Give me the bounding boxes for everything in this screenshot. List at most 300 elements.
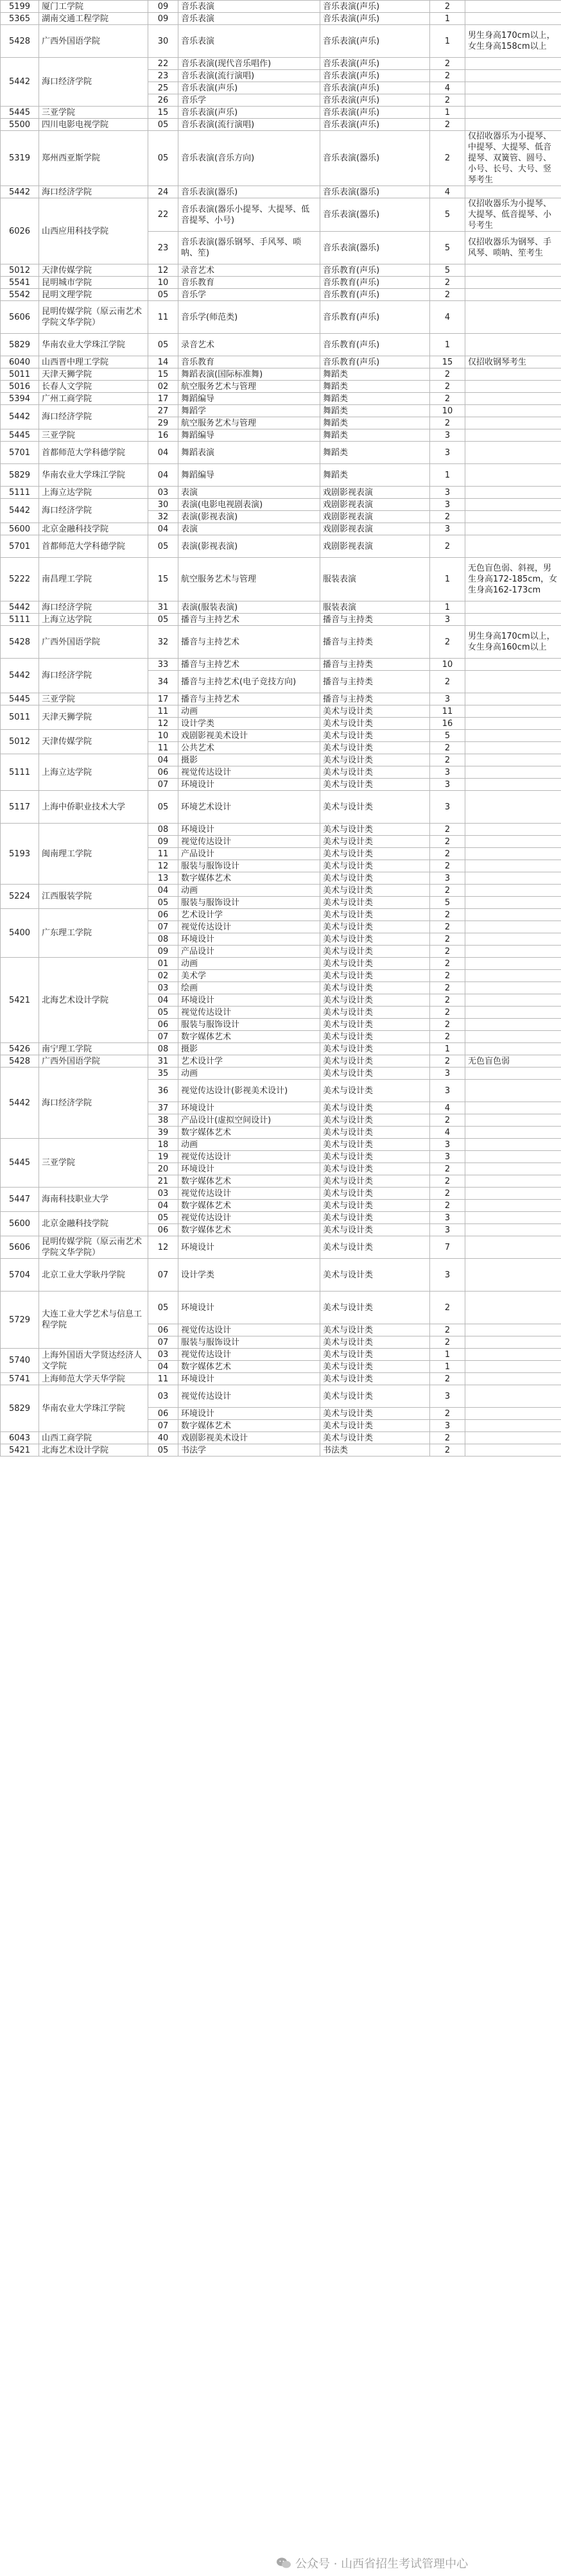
school-code-cell: 5600 [1,1212,39,1236]
exam-category-cell: 播音与主持类 [320,671,430,693]
remarks-cell [465,94,561,107]
exam-category-cell: 美术与设计类 [320,1151,430,1163]
school-code-cell: 5442 [1,405,39,429]
remarks-cell: 仅招收钢琴考生 [465,356,561,368]
plan-count-cell: 1 [430,25,465,58]
school-name-cell: 广州工商学院 [39,393,148,405]
major-name-cell: 音乐表演(流行演唱) [178,119,320,131]
remarks-cell: 仅招收器乐为小提琴、中提琴、大提琴、低音提琴、双簧管、圆号、小号、长号、大号、竖琴考生 [465,131,561,186]
school-code-cell: 5442 [1,186,39,198]
school-code-cell: 6043 [1,1432,39,1444]
major-name-cell: 环境设计 [178,1102,320,1114]
remarks-cell [465,718,561,730]
school-code-cell: 5428 [1,25,39,58]
exam-category-cell: 美术与设计类 [320,836,430,848]
major-code-cell: 07 [148,1420,178,1432]
exam-category-cell: 美术与设计类 [320,1349,430,1361]
major-code-cell: 07 [148,1031,178,1043]
plan-count-cell: 2 [430,277,465,289]
exam-category-cell: 戏剧影视表演 [320,487,430,499]
major-code-cell: 02 [148,381,178,393]
school-name-cell: 广西外国语学院 [39,25,148,58]
plan-count-cell: 1 [430,13,465,25]
table-row [1,1432,561,1444]
remarks-cell [465,1236,561,1259]
major-code-cell: 15 [148,107,178,119]
school-code-cell: 5394 [1,393,39,405]
plan-count-cell: 2 [430,970,465,982]
plan-count-cell: 4 [430,186,465,198]
school-name-cell: 上海师范大学天华学院 [39,1373,148,1385]
remarks-cell [465,13,561,25]
remarks-cell [465,1151,561,1163]
major-name-cell: 表演 [178,487,320,499]
major-name-cell: 产品设计 [178,848,320,860]
remarks-cell [465,779,561,791]
school-code-cell: 5111 [1,487,39,499]
plan-count-cell: 3 [430,442,465,464]
table-row [1,1139,561,1151]
plan-count-cell: 2 [430,1373,465,1385]
major-code-cell: 05 [148,535,178,558]
plan-count-cell: 2 [430,836,465,848]
remarks-cell [465,909,561,921]
major-name-cell: 航空服务艺术与管理 [178,381,320,393]
exam-category-cell: 美术与设计类 [320,1212,430,1224]
remarks-cell [465,970,561,982]
major-code-cell: 34 [148,671,178,693]
school-name-cell: 天津传媒学院 [39,730,148,754]
table-row [1,1188,561,1200]
major-name-cell: 表演(影视表演) [178,535,320,558]
school-code-cell: 5701 [1,535,39,558]
school-code-cell: 5500 [1,119,39,131]
plan-count-cell: 1 [430,1361,465,1373]
major-code-cell: 14 [148,356,178,368]
major-name-cell: 视觉传达设计 [178,1151,320,1163]
school-name-cell: 南宁理工学院 [39,1043,148,1055]
major-name-cell: 环境设计 [178,933,320,946]
table-row [1,405,561,417]
plan-count-cell: 2 [430,982,465,994]
major-code-cell: 36 [148,1080,178,1102]
exam-category-cell: 美术与设计类 [320,1139,430,1151]
exam-category-cell: 音乐表演(声乐) [320,119,430,131]
school-name-cell: 海口经济学院 [39,499,148,523]
remarks-cell [465,824,561,836]
plan-count-cell: 2 [430,1200,465,1212]
remarks-cell [465,742,561,754]
school-name-cell: 天津传媒学院 [39,264,148,277]
plan-count-cell: 2 [430,131,465,186]
exam-category-cell: 美术与设计类 [320,754,430,766]
remarks-cell: 无色盲色弱、斜视，男生身高172-185cm，女生身高162-173cm [465,558,561,601]
remarks-cell [465,1102,561,1114]
remarks-cell: 仅招收器乐为小提琴、大提琴、低音提琴、小号考生 [465,198,561,232]
exam-category-cell: 美术与设计类 [320,848,430,860]
major-code-cell: 04 [148,464,178,487]
remarks-cell [465,523,561,535]
plan-count-cell: 2 [430,824,465,836]
major-code-cell: 04 [148,442,178,464]
table-row [1,601,561,614]
major-code-cell: 12 [148,860,178,872]
remarks-cell: 无色盲色弱 [465,1055,561,1068]
exam-category-cell: 美术与设计类 [320,1102,430,1114]
major-code-cell: 22 [148,198,178,232]
school-code-cell: 5319 [1,131,39,186]
school-code-cell: 5741 [1,1373,39,1385]
plan-count-cell: 2 [430,1432,465,1444]
remarks-cell [465,730,561,742]
school-code-cell: 5442 [1,1068,39,1139]
major-code-cell: 09 [148,946,178,958]
major-code-cell: 07 [148,1336,178,1349]
exam-category-cell: 美术与设计类 [320,705,430,718]
remarks-cell [465,848,561,860]
school-name-cell: 长春人文学院 [39,381,148,393]
major-name-cell: 视觉传达设计 [178,1188,320,1200]
major-code-cell: 11 [148,301,178,334]
major-code-cell: 15 [148,558,178,601]
table-row [1,626,561,659]
major-code-cell: 29 [148,417,178,429]
major-code-cell: 11 [148,742,178,754]
school-name-cell: 山西晋中理工学院 [39,356,148,368]
major-name-cell: 服装与服饰设计 [178,860,320,872]
major-name-cell: 播音与主持艺术(电子竞技方向) [178,671,320,693]
exam-category-cell: 美术与设计类 [320,742,430,754]
school-code-cell: 5829 [1,334,39,356]
major-code-cell: 05 [148,1212,178,1224]
major-code-cell: 31 [148,601,178,614]
major-code-cell: 32 [148,511,178,523]
table-row [1,25,561,58]
plan-count-cell: 2 [430,626,465,659]
major-name-cell: 设计学类 [178,1259,320,1292]
table-row [1,58,561,70]
plan-count-cell: 3 [430,1212,465,1224]
exam-category-cell: 美术与设计类 [320,885,430,897]
plan-count-cell: 5 [430,264,465,277]
exam-category-cell: 戏剧影视表演 [320,499,430,511]
plan-count-cell: 2 [430,994,465,1007]
major-name-cell: 服装与服饰设计 [178,1019,320,1031]
remarks-cell [465,705,561,718]
exam-category-cell: 音乐表演(声乐) [320,25,430,58]
plan-count-cell: 2 [430,1175,465,1188]
remarks-cell [465,1043,561,1055]
school-name-cell: 广西外国语学院 [39,1055,148,1068]
plan-count-cell: 4 [430,82,465,94]
table-row [1,119,561,131]
remarks-cell [465,1373,561,1385]
major-code-cell: 39 [148,1127,178,1139]
major-name-cell: 产品设计(虚拟空间设计) [178,1114,320,1127]
exam-category-cell: 美术与设计类 [320,958,430,970]
major-code-cell: 03 [148,982,178,994]
school-code-cell: 5012 [1,264,39,277]
major-name-cell: 设计学类 [178,718,320,730]
major-code-cell: 33 [148,659,178,671]
plan-count-cell: 3 [430,1080,465,1102]
school-code-cell: 5421 [1,958,39,1043]
exam-category-cell: 美术与设计类 [320,791,430,824]
plan-count-cell: 2 [430,946,465,958]
exam-category-cell: 美术与设计类 [320,946,430,958]
school-code-cell: 5111 [1,614,39,626]
exam-category-cell: 美术与设计类 [320,1055,430,1068]
plan-count-cell: 2 [430,909,465,921]
school-name-cell: 首都师范大学科德学院 [39,535,148,558]
school-code-cell: 5740 [1,1349,39,1373]
major-code-cell: 40 [148,1432,178,1444]
table-row [1,659,561,671]
school-code-cell: 5400 [1,909,39,958]
major-code-cell: 07 [148,1259,178,1292]
major-name-cell: 视觉传达设计 [178,836,320,848]
school-name-cell: 天津天狮学院 [39,368,148,381]
table-row [1,429,561,442]
remarks-cell [465,933,561,946]
exam-category-cell: 美术与设计类 [320,1324,430,1336]
major-name-cell: 播音与主持艺术 [178,614,320,626]
plan-count-cell: 2 [430,1,465,13]
school-name-cell: 天津天狮学院 [39,705,148,730]
major-name-cell: 环境设计 [178,1236,320,1259]
plan-count-cell: 3 [430,1259,465,1292]
school-name-cell: 三亚学院 [39,693,148,705]
exam-category-cell: 美术与设计类 [320,1019,430,1031]
major-code-cell: 11 [148,1373,178,1385]
remarks-cell [465,766,561,779]
plan-count-cell: 10 [430,405,465,417]
major-code-cell: 24 [148,186,178,198]
school-code-cell: 5729 [1,1292,39,1349]
school-name-cell: 首都师范大学科德学院 [39,442,148,464]
exam-category-cell: 舞蹈类 [320,429,430,442]
school-name-cell: 北京工业大学耿丹学院 [39,1259,148,1292]
table-row [1,705,561,718]
exam-category-cell: 服装表演 [320,601,430,614]
school-code-cell: 5365 [1,13,39,25]
remarks-cell [465,601,561,614]
major-name-cell: 舞蹈编导 [178,429,320,442]
school-name-cell: 三亚学院 [39,429,148,442]
major-name-cell: 表演(电影电视剧表演) [178,499,320,511]
school-name-cell: 北海艺术设计学院 [39,958,148,1043]
plan-count-cell: 2 [430,671,465,693]
major-code-cell: 03 [148,1188,178,1200]
major-code-cell: 17 [148,693,178,705]
remarks-cell [465,1336,561,1349]
major-name-cell: 艺术设计学 [178,909,320,921]
plan-count-cell: 3 [430,523,465,535]
plan-count-cell: 2 [430,1444,465,1457]
remarks-cell [465,1019,561,1031]
major-code-cell: 03 [148,1349,178,1361]
exam-category-cell: 美术与设计类 [320,1043,430,1055]
remarks-cell [465,693,561,705]
remarks-cell [465,659,561,671]
table-row [1,186,561,198]
major-name-cell: 音乐表演(现代音乐唱作) [178,58,320,70]
exam-category-cell: 美术与设计类 [320,1259,430,1292]
major-name-cell: 音乐表演 [178,13,320,25]
school-code-cell: 5829 [1,464,39,487]
plan-count-cell: 5 [430,198,465,232]
major-name-cell: 音乐表演(器乐) [178,186,320,198]
exam-category-cell: 美术与设计类 [320,909,430,921]
major-code-cell: 07 [148,779,178,791]
school-code-cell: 5542 [1,289,39,301]
school-name-cell: 海口经济学院 [39,1068,148,1139]
remarks-cell: 仅招收器乐为钢琴、手风琴、唢呐、笙考生 [465,232,561,264]
plan-count-cell: 3 [430,693,465,705]
school-code-cell: 5111 [1,754,39,791]
remarks-cell [465,872,561,885]
major-code-cell: 09 [148,1,178,13]
major-code-cell: 05 [148,289,178,301]
table-row [1,131,561,186]
major-name-cell: 环境设计 [178,1408,320,1420]
major-name-cell: 美术学 [178,970,320,982]
school-name-cell: 郑州西亚斯学院 [39,131,148,186]
major-name-cell: 环境艺术设计 [178,791,320,824]
exam-category-cell: 美术与设计类 [320,730,430,742]
table-row [1,1,561,13]
exam-category-cell: 音乐表演(声乐) [320,58,430,70]
major-name-cell: 数字媒体艺术 [178,1127,320,1139]
school-name-cell: 上海外国语大学贤达经济人文学院 [39,1349,148,1373]
remarks-cell [465,1163,561,1175]
plan-count-cell: 3 [430,872,465,885]
exam-category-cell: 音乐教育(声乐) [320,289,430,301]
school-name-cell: 三亚学院 [39,1139,148,1188]
plan-count-cell: 1 [430,334,465,356]
school-name-cell: 海口经济学院 [39,186,148,198]
major-code-cell: 03 [148,487,178,499]
table-row [1,791,561,824]
major-name-cell: 环境设计 [178,994,320,1007]
school-code-cell: 5701 [1,442,39,464]
school-name-cell: 四川电影电视学院 [39,119,148,131]
exam-category-cell: 美术与设计类 [320,970,430,982]
exam-category-cell: 美术与设计类 [320,1236,430,1259]
exam-category-cell: 音乐表演(器乐) [320,186,430,198]
table-row [1,487,561,499]
major-name-cell: 环境设计 [178,1373,320,1385]
major-code-cell: 09 [148,836,178,848]
major-name-cell: 动画 [178,1068,320,1080]
major-code-cell: 15 [148,368,178,381]
major-code-cell: 26 [148,94,178,107]
plan-count-cell: 1 [430,107,465,119]
exam-category-cell: 美术与设计类 [320,1432,430,1444]
school-name-cell: 厦门工学院 [39,1,148,13]
major-name-cell: 动画 [178,885,320,897]
plan-count-cell: 3 [430,499,465,511]
remarks-cell [465,464,561,487]
remarks-cell [465,1114,561,1127]
table-row [1,381,561,393]
school-name-cell: 海南科技职业大学 [39,1188,148,1212]
school-code-cell: 5428 [1,1055,39,1068]
school-name-cell: 北海艺术设计学院 [39,1444,148,1457]
major-name-cell: 表演(影视表演) [178,511,320,523]
exam-category-cell: 播音与主持类 [320,659,430,671]
major-name-cell: 数字媒体艺术 [178,1031,320,1043]
exam-category-cell: 播音与主持类 [320,626,430,659]
school-code-cell: 5445 [1,693,39,705]
plan-count-cell: 3 [430,429,465,442]
plan-count-cell: 2 [430,1163,465,1175]
plan-count-cell: 2 [430,511,465,523]
plan-count-cell: 5 [430,730,465,742]
exam-category-cell: 音乐教育(声乐) [320,264,430,277]
major-code-cell: 12 [148,264,178,277]
remarks-cell [465,1420,561,1432]
exam-category-cell: 美术与设计类 [320,1068,430,1080]
plan-count-cell: 1 [430,1349,465,1361]
exam-category-cell: 美术与设计类 [320,872,430,885]
major-code-cell: 05 [148,1292,178,1324]
major-name-cell: 音乐教育 [178,356,320,368]
major-name-cell: 舞蹈学 [178,405,320,417]
school-code-cell: 5011 [1,705,39,730]
exam-category-cell: 音乐表演(器乐) [320,232,430,264]
exam-category-cell: 美术与设计类 [320,994,430,1007]
major-name-cell: 录音艺术 [178,334,320,356]
major-name-cell: 环境设计 [178,779,320,791]
remarks-cell [465,301,561,334]
school-name-cell: 广东理工学院 [39,909,148,958]
exam-category-cell: 戏剧影视表演 [320,535,430,558]
major-code-cell: 22 [148,58,178,70]
school-name-cell: 海口经济学院 [39,601,148,614]
school-name-cell: 南昌理工学院 [39,558,148,601]
remarks-cell [465,1127,561,1139]
plan-count-cell: 15 [430,356,465,368]
exam-category-cell: 舞蹈类 [320,381,430,393]
major-code-cell: 06 [148,909,178,921]
school-code-cell: 5704 [1,1259,39,1292]
major-code-cell: 04 [148,754,178,766]
exam-category-cell: 美术与设计类 [320,766,430,779]
table-row [1,198,561,232]
remarks-cell [465,1007,561,1019]
plan-count-cell: 2 [430,933,465,946]
school-name-cell: 华南农业大学珠江学院 [39,1385,148,1432]
plan-count-cell: 1 [430,601,465,614]
table-row [1,535,561,558]
remarks-cell [465,429,561,442]
major-name-cell: 音乐表演(器乐钢琴、手风琴、唢呐、笙) [178,232,320,264]
plan-count-cell: 2 [430,1324,465,1336]
remarks-cell [465,1031,561,1043]
plan-count-cell: 3 [430,779,465,791]
school-name-cell: 昆明文理学院 [39,289,148,301]
table-row [1,730,561,742]
exam-category-cell: 音乐表演(器乐) [320,131,430,186]
school-name-cell: 大连工业大学艺术与信息工程学院 [39,1292,148,1349]
school-name-cell: 闽南理工学院 [39,824,148,885]
remarks-cell [465,289,561,301]
plan-count-cell: 2 [430,1336,465,1349]
remarks-cell [465,511,561,523]
major-name-cell: 航空服务艺术与管理 [178,558,320,601]
exam-category-cell: 美术与设计类 [320,1188,430,1200]
